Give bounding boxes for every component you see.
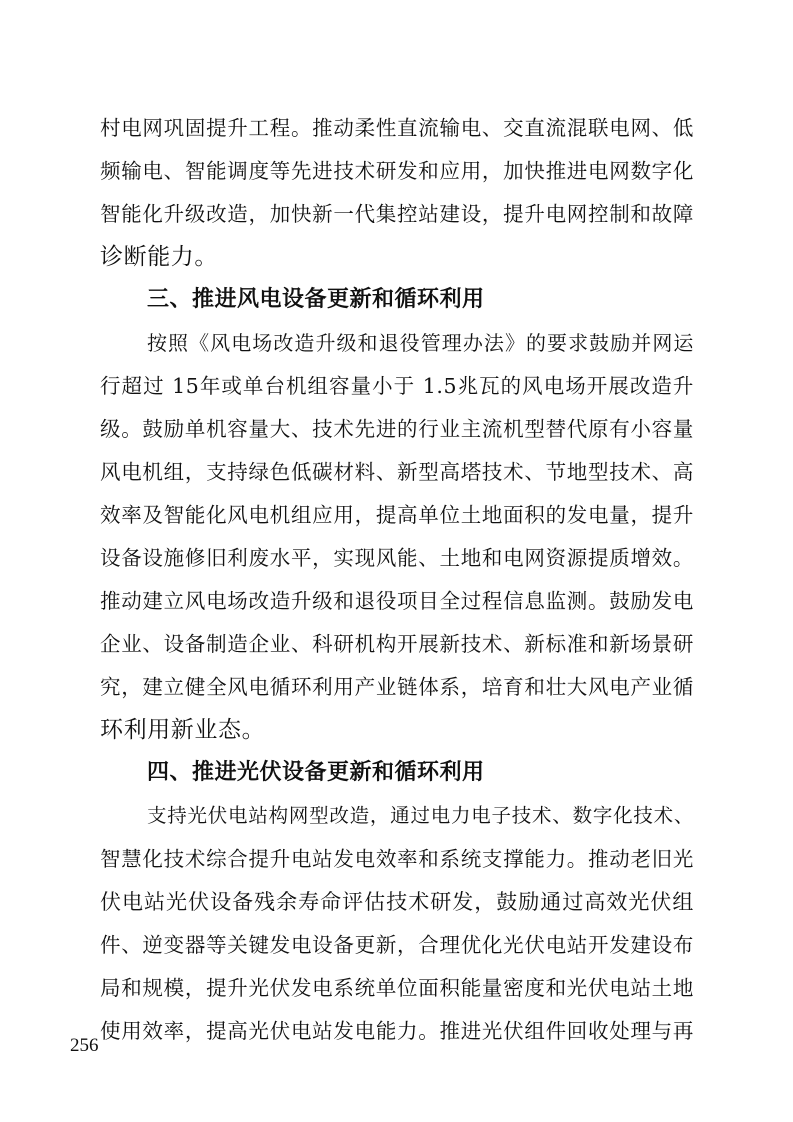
paragraph-line: 设备设施修旧利废水平，实现风能、土地和电网资源提质增效。 — [100, 546, 694, 570]
paragraph-line: 究，建立健全风电循环利用产业链体系，培育和壮大风电产业循 — [100, 675, 694, 699]
paragraph-line: 村电网巩固提升工程。推动柔性直流输电、交直流混联电网、低 — [100, 116, 694, 140]
paragraph-line: 环利用新业态。 — [100, 717, 266, 743]
paragraph-line: 件、逆变器等关键发电设备更新，合理优化光伏电站开发建设布 — [100, 933, 694, 957]
paragraph-line: 智慧化技术综合提升电站发电效率和系统支撑能力。推动老旧光 — [100, 847, 694, 871]
paragraph-line: 行超过 15年或单台机组容量小于 1.5兆瓦的风电场开展改造升 — [100, 374, 694, 398]
paragraph-line: 推动建立风电场改造升级和退役项目全过程信息监测。鼓励发电 — [100, 589, 694, 613]
paragraph-line: 使用效率，提高光伏电站发电能力。推进光伏组件回收处理与再 — [100, 1019, 694, 1043]
paragraph-line: 伏电站光伏设备残余寿命评估技术研发，鼓励通过高效光伏组 — [100, 890, 694, 914]
paragraph-line: 诊断能力。 — [100, 244, 218, 270]
paragraph-line: 企业、设备制造企业、科研机构开展新技术、新标准和新场景研 — [100, 632, 694, 656]
paragraph-line: 按照《风电场改造升级和退役管理办法》的要求鼓励并网运 — [147, 331, 694, 355]
paragraph-line: 级。鼓励单机容量大、技术先进的行业主流机型替代原有小容量 — [100, 417, 694, 441]
page-number: 256 — [70, 1035, 99, 1056]
paragraph-line: 支持光伏电站构网型改造，通过电力电子技术、数字化技术、 — [147, 804, 694, 827]
section-heading-wind: 三、推进风电设备更新和循环利用 — [147, 287, 485, 312]
section-heading-solar: 四、推进光伏设备更新和循环利用 — [147, 760, 485, 785]
paragraph-line: 局和规模，提升光伏发电系统单位面积能量密度和光伏电站土地 — [100, 976, 694, 1000]
paragraph-line: 风电机组，支持绿色低碳材料、新型高塔技术、节地型技术、高 — [100, 460, 694, 484]
paragraph-line: 智能化升级改造，加快新一代集控站建设，提升电网控制和故障 — [100, 202, 694, 226]
paragraph-line: 频输电、智能调度等先进技术研发和应用，加快推进电网数字化 — [100, 159, 694, 183]
paragraph-line: 效率及智能化风电机组应用，提高单位土地面积的发电量，提升 — [100, 503, 694, 527]
